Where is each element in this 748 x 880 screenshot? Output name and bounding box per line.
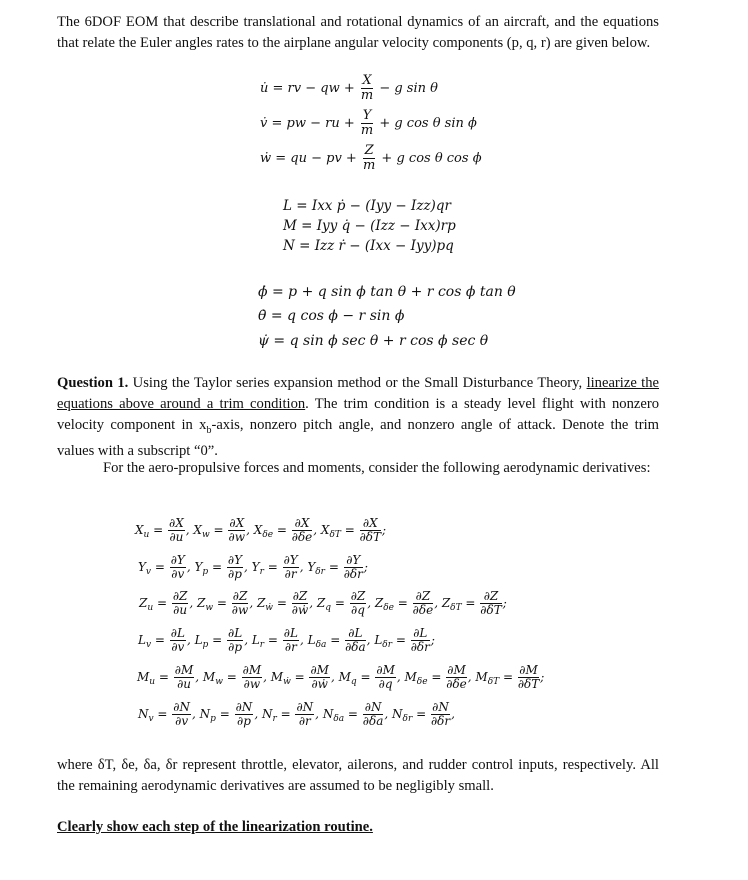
derivative-subscript: u — [143, 530, 150, 540]
derivative-symbol — [392, 707, 412, 724]
derivative-letter: N — [322, 707, 334, 721]
derivative-subscript: v — [145, 567, 152, 577]
derivative-letter: N — [199, 707, 211, 721]
denominator: ∂r — [284, 567, 297, 581]
separator: , — [189, 596, 198, 610]
question-label: Question 1. — [57, 375, 129, 391]
derivative-subscript: δT — [487, 677, 500, 687]
numerator: ∂Z — [172, 589, 188, 603]
equals-sign: = — [276, 707, 295, 721]
force-over-mass — [361, 74, 373, 103]
derivative-subscript: w — [201, 530, 210, 540]
equals-sign: = — [392, 633, 410, 647]
separator: , — [249, 596, 257, 610]
derivative-symbol — [321, 523, 341, 540]
equals-sign: = — [213, 596, 231, 610]
separator: , — [299, 560, 308, 574]
equals-sign: = — [393, 596, 412, 610]
numerator: ∂X — [169, 516, 184, 530]
derivative-subscript: p — [202, 567, 209, 577]
denominator: ∂δe — [412, 603, 434, 617]
derivative-row-z — [139, 590, 507, 617]
derivative-symbol — [405, 670, 428, 687]
equals-sign: = — [340, 523, 359, 537]
separator: , — [195, 670, 203, 684]
partial-derivative — [295, 701, 314, 728]
denominator: ∂u — [177, 677, 191, 691]
numerator: ∂M — [447, 663, 466, 677]
separator: , — [366, 633, 375, 647]
derivative-letter: M — [475, 670, 488, 684]
derivative-letter: L — [374, 633, 383, 647]
derivative-letter: Z — [441, 596, 451, 610]
denominator: ∂q — [378, 677, 393, 691]
separator: , — [330, 670, 339, 684]
equals-sign: = — [461, 596, 480, 610]
denominator: ∂δe — [446, 677, 467, 691]
numerator: ∂X — [360, 517, 381, 531]
separator: , — [192, 707, 200, 721]
equals-sign: = — [427, 670, 446, 684]
separator: , — [384, 707, 393, 721]
separator: , — [467, 670, 476, 684]
intro-paragraph: The 6DOF EOM that describe translational and rotational dynamics of an aircraft, and the equations that relate the Euler angles rates to the airplane angular velocity components (p, q, r) are given below. — [57, 14, 659, 51]
partial-derivative — [350, 590, 367, 617]
numerator: ∂Z — [350, 589, 366, 603]
derivative-letter: X — [253, 523, 263, 537]
denominator: m — [360, 123, 374, 138]
derivative-letter: Y — [138, 560, 146, 574]
equation-lhs: ẇ = qu − pv + — [260, 151, 361, 166]
denominator: m — [360, 88, 374, 103]
derivative-symbol — [197, 596, 213, 613]
derivative-subscript: r — [272, 714, 277, 724]
numerator: ∂X — [292, 517, 313, 531]
numerator: ∂Z — [413, 590, 434, 604]
equals-sign: = — [412, 707, 430, 721]
equation-rhs: + g cos θ sin ϕ — [375, 116, 477, 131]
separator: , — [396, 670, 405, 684]
equals-sign: = — [344, 707, 362, 721]
derivative-subscript: u — [149, 677, 156, 687]
rotational-equation: M = Iyy q̇ − (Izz − Ixx)rp — [283, 218, 456, 234]
rotational-equation: L = Ixx ṗ − (Iyy − Izz)qr — [283, 198, 451, 214]
partial-derivative — [172, 590, 189, 617]
question-text-after: . The trim condition is a steady level flight with nonzero velocity component in x — [57, 396, 659, 433]
translational-equation — [260, 109, 477, 138]
numerator: ∂M — [519, 663, 538, 677]
partial-derivative — [431, 701, 450, 728]
numerator: ∂N — [235, 700, 253, 714]
derivative-subscript: q — [350, 677, 357, 687]
derivative-letter: L — [138, 633, 146, 647]
separator: ; — [430, 633, 435, 647]
separator: , — [246, 523, 254, 537]
equals-sign: = — [153, 596, 171, 610]
partial-derivative — [228, 517, 245, 544]
denominator: ∂q — [351, 603, 365, 617]
separator: , — [367, 596, 375, 610]
aero-intro-paragraph: For the aero-propulsive forces and moments, consider the following aerodynamic derivatives: — [103, 460, 651, 476]
derivative-letter: Y — [307, 560, 316, 574]
derivative-symbol — [194, 560, 208, 577]
derivative-subscript: δT — [450, 603, 462, 613]
derivative-symbol — [203, 670, 223, 687]
derivative-symbol — [137, 670, 155, 687]
question-paragraph — [57, 373, 659, 462]
partial-derivative — [292, 517, 313, 544]
derivative-subscript: δa — [315, 640, 327, 650]
denominator: ∂w — [231, 603, 249, 617]
equals-sign: = — [273, 523, 291, 537]
where-paragraph: where δT, δe, δa, δr represent throttle, elevator, ailerons, and rudder control inputs, respectively. All the remaining aerodynamic derivatives are assumed to be negligibly small. — [57, 757, 659, 794]
partial-derivative — [283, 627, 299, 654]
denominator: ∂δa — [345, 640, 366, 654]
derivative-subscript: r — [259, 640, 265, 650]
numerator: ∂M — [376, 663, 395, 677]
derivative-letter: N — [138, 707, 149, 721]
equals-sign: = — [208, 560, 226, 574]
derivative-letter: N — [392, 707, 403, 721]
derivative-symbol — [308, 633, 327, 650]
numerator: ∂N — [296, 700, 314, 714]
derivative-symbol — [138, 560, 151, 577]
partial-derivative — [242, 664, 263, 691]
partial-derivative — [446, 664, 467, 691]
derivative-letter: L — [194, 633, 203, 647]
derivative-letter: M — [202, 670, 216, 684]
denominator: ∂δa — [362, 714, 384, 728]
question-subscript: b — [206, 424, 212, 436]
derivative-symbol — [193, 523, 209, 540]
numerator: ∂Y — [170, 553, 185, 567]
denominator: ∂δT — [480, 603, 502, 617]
derivative-row-m — [137, 664, 544, 691]
derivative-letter: Z — [316, 596, 326, 610]
derivative-symbol — [339, 670, 357, 687]
partial-derivative — [413, 590, 434, 617]
derivative-letter: Z — [139, 596, 148, 610]
equals-sign: = — [331, 596, 349, 610]
derivative-letter: Z — [197, 596, 206, 610]
numerator: ∂N — [364, 700, 382, 714]
numerator: ∂L — [283, 626, 298, 640]
equals-sign: = — [151, 560, 169, 574]
denominator: ∂δr — [343, 567, 363, 581]
derivative-subscript: δT — [329, 530, 341, 540]
derivative-symbol — [323, 707, 344, 724]
derivative-row-n — [138, 701, 455, 728]
partial-derivative — [172, 701, 191, 728]
equals-sign: = — [290, 670, 309, 684]
partial-derivative — [232, 590, 249, 617]
derivative-subscript: δe — [416, 677, 428, 687]
derivative-letter: X — [193, 523, 202, 537]
derivative-symbol — [139, 596, 153, 613]
derivative-symbol — [374, 633, 392, 650]
denominator: ∂δe — [291, 530, 313, 544]
equation-rhs: − g sin θ — [375, 81, 438, 96]
separator: , — [186, 560, 195, 574]
numerator: ∂L — [345, 627, 366, 641]
equals-sign: = — [215, 707, 234, 721]
denominator: ∂δr — [410, 640, 430, 654]
partial-derivative — [411, 627, 430, 654]
numerator: ∂N — [173, 700, 190, 714]
rotational-equation: N = Izz ṙ − (Ixx − Iyy)pq — [283, 238, 454, 254]
partial-derivative — [360, 517, 381, 544]
derivative-letter: Z — [374, 596, 384, 610]
derivative-symbol — [317, 596, 331, 613]
equals-sign: = — [264, 633, 282, 647]
numerator: ∂Z — [292, 589, 308, 603]
numerator: ∂L — [411, 627, 430, 641]
derivative-subscript: ẇ — [265, 603, 274, 613]
separator: ; — [382, 523, 387, 537]
equals-sign: = — [208, 633, 226, 647]
derivative-symbol — [252, 560, 264, 577]
derivative-letter: M — [338, 670, 351, 684]
derivative-subscript: r — [259, 567, 264, 577]
partial-derivative — [168, 517, 185, 544]
equals-sign: = — [273, 596, 291, 610]
equals-sign: = — [499, 670, 517, 684]
separator: , — [315, 707, 323, 721]
equals-sign: = — [356, 670, 375, 684]
partial-derivative — [174, 664, 195, 691]
derivative-symbol — [257, 596, 273, 613]
partial-derivative — [227, 554, 243, 581]
equals-sign: = — [149, 523, 168, 537]
derivative-subscript: δr — [402, 714, 413, 724]
partial-derivative — [227, 627, 243, 654]
derivative-symbol — [252, 633, 264, 650]
equals-sign: = — [222, 670, 241, 684]
denominator: ∂ẇ — [311, 677, 328, 691]
derivative-letter: X — [135, 523, 144, 537]
separator: ; — [502, 596, 507, 610]
numerator: ∂Y — [344, 554, 363, 568]
equals-sign: = — [155, 670, 173, 684]
numerator: ∂Y — [283, 553, 298, 567]
separator: , — [185, 523, 194, 537]
denominator: ∂p — [227, 567, 242, 581]
partial-derivative — [235, 701, 254, 728]
partial-derivative — [309, 664, 330, 691]
derivative-subscript: p — [202, 640, 209, 650]
derivative-letter: M — [270, 670, 284, 684]
separator: , — [244, 560, 252, 574]
denominator: m — [362, 158, 376, 173]
equals-sign: = — [326, 633, 345, 647]
separator: , — [309, 596, 317, 610]
denominator: ∂u — [173, 603, 188, 617]
derivative-row-l — [138, 627, 435, 654]
equation-lhs: u̇ = rv − qw + — [260, 81, 359, 96]
numerator: ∂L — [170, 626, 185, 640]
euler-rate-equation: ϕ̇ = p + q sin ϕ tan θ + r cos ϕ tan θ — [258, 284, 516, 300]
denominator: ∂p — [237, 714, 251, 728]
derivative-subscript: w — [215, 677, 223, 687]
derivative-subscript: δe — [383, 603, 394, 613]
separator: , — [313, 523, 321, 537]
denominator: ∂p — [228, 640, 243, 654]
euler-rate-equation: θ̇ = q cos ϕ − r sin ϕ — [258, 308, 405, 324]
partial-derivative — [170, 627, 186, 654]
denominator: ∂δr — [430, 714, 451, 728]
partial-derivative — [375, 664, 396, 691]
derivative-row-x — [135, 517, 386, 544]
derivative-subscript: δr — [315, 567, 325, 577]
force-over-mass — [361, 109, 373, 138]
derivative-letter: M — [137, 670, 150, 684]
denominator: ∂r — [298, 714, 311, 728]
derivative-symbol — [307, 560, 325, 577]
numerator: ∂Z — [480, 590, 501, 604]
equals-sign: = — [263, 560, 282, 574]
numerator: ∂N — [432, 700, 449, 714]
derivative-subscript: ẇ — [283, 677, 291, 687]
derivative-symbol — [442, 596, 462, 613]
derivative-subscript: δa — [333, 714, 345, 724]
denominator: ∂w — [228, 530, 245, 544]
derivative-symbol — [271, 670, 291, 687]
derivative-letter: Z — [256, 596, 266, 610]
derivative-subscript: q — [325, 603, 331, 613]
separator: ; — [540, 670, 545, 684]
question-text-before: Using the Taylor series expansion method or the Small Disturbance Theory, — [128, 375, 587, 391]
derivative-subscript: w — [205, 603, 214, 613]
numerator: ∂M — [174, 663, 194, 677]
equals-sign: = — [209, 523, 228, 537]
denominator: ∂w — [243, 677, 261, 691]
numerator: X — [362, 73, 372, 88]
question-underlined: linearize the equations above around a trim condition — [57, 375, 660, 412]
derivative-symbol — [262, 707, 277, 724]
derivative-symbol — [475, 670, 499, 687]
derivative-symbol — [254, 523, 273, 540]
separator: , — [244, 633, 252, 647]
derivative-subscript: v — [145, 640, 152, 650]
separator: , — [299, 633, 308, 647]
denominator: ∂v — [171, 640, 185, 654]
separator: , — [263, 670, 271, 684]
translational-equation — [260, 144, 482, 173]
denominator: ∂v — [171, 567, 185, 581]
denominator: ∂ẇ — [291, 603, 309, 617]
numerator: ∂X — [229, 516, 245, 530]
numerator: Y — [362, 108, 372, 123]
partial-derivative — [518, 664, 539, 691]
derivative-letter: X — [320, 523, 330, 537]
question-text-end: -axis, nonzero pitch angle, and nonzero angle of attack. Denote the trim values with a subscript “0”. — [57, 417, 659, 459]
derivative-symbol — [195, 633, 209, 650]
derivative-symbol — [375, 596, 394, 613]
derivative-row-y — [138, 554, 368, 581]
numerator: ∂Y — [227, 553, 242, 567]
derivative-subscript: v — [148, 714, 154, 724]
denominator: ∂r — [284, 640, 297, 654]
equation-rhs: + g cos θ cos ϕ — [377, 151, 482, 166]
denominator: ∂u — [169, 530, 184, 544]
force-over-mass — [363, 144, 375, 173]
derivative-letter: M — [404, 670, 417, 684]
derivative-symbol — [138, 633, 151, 650]
partial-derivative — [345, 627, 366, 654]
equals-sign: = — [153, 707, 172, 721]
derivative-letter: N — [261, 707, 273, 721]
partial-derivative — [344, 554, 363, 581]
derivative-symbol — [200, 707, 216, 724]
partial-derivative — [480, 590, 501, 617]
equation-lhs: v̇ = pw − ru + — [260, 116, 359, 131]
derivative-subscript: u — [147, 603, 154, 613]
instruction-text: Clearly show each step of the linearization routine. — [57, 819, 373, 835]
denominator: ∂δT — [517, 677, 540, 691]
separator: , — [434, 596, 442, 610]
partial-derivative — [363, 701, 384, 728]
numerator: ∂Z — [232, 589, 248, 603]
equals-sign: = — [325, 560, 343, 574]
derivative-subscript: δr — [382, 640, 393, 650]
numerator: ∂L — [228, 626, 243, 640]
derivative-subscript: δe — [262, 530, 274, 540]
separator: ; — [363, 560, 368, 574]
numerator: ∂M — [242, 663, 262, 677]
translational-equation — [260, 74, 438, 103]
derivative-letter: L — [251, 633, 260, 647]
separator: , — [451, 707, 455, 721]
separator: , — [254, 707, 262, 721]
euler-rate-equation: ψ̇ = q sin ϕ sec θ + r cos ϕ sec θ — [258, 333, 489, 349]
derivative-subscript: p — [210, 714, 216, 724]
instruction — [57, 817, 659, 838]
numerator: ∂M — [310, 663, 329, 677]
denominator: ∂δT — [359, 530, 382, 544]
derivative-letter: Y — [194, 560, 203, 574]
partial-derivative — [170, 554, 186, 581]
separator: , — [186, 633, 195, 647]
derivative-letter: Y — [251, 560, 260, 574]
partial-derivative — [283, 554, 299, 581]
partial-derivative — [292, 590, 309, 617]
denominator: ∂v — [175, 714, 189, 728]
numerator: Z — [364, 143, 374, 158]
equals-sign: = — [151, 633, 169, 647]
derivative-symbol — [135, 523, 149, 540]
derivative-letter: L — [307, 633, 316, 647]
derivative-symbol — [138, 707, 154, 724]
